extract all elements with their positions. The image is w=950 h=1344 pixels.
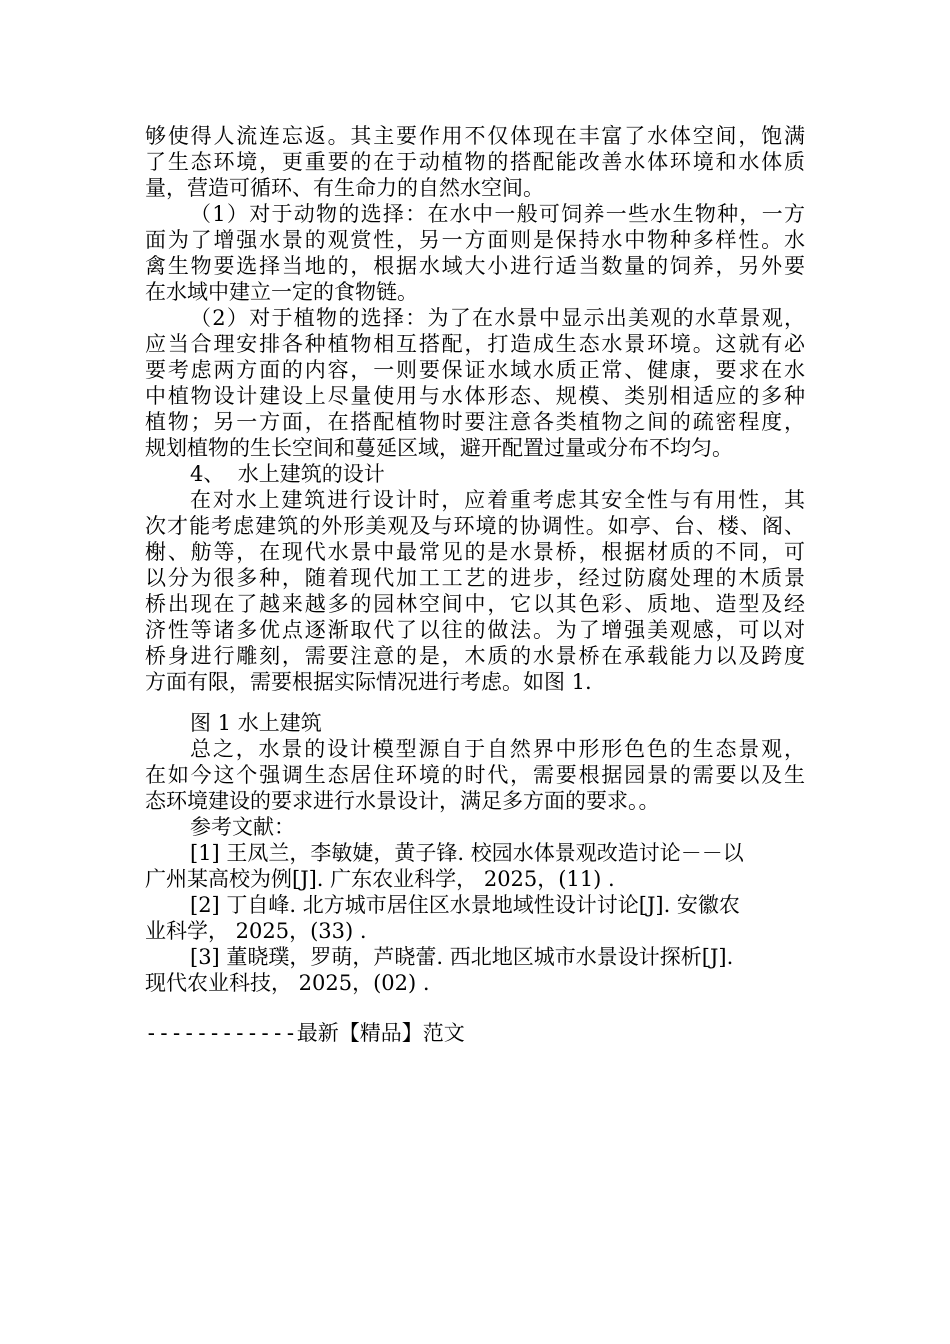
- paragraph-line: 济性等诸多优点逐渐取代了以往的做法。为了增强美观感，可以对: [145, 618, 805, 642]
- paragraph-line: 要考虑两方面的内容，一则要保证水域水质正常、健康，要求在水: [145, 358, 805, 382]
- paragraph-line: 次才能考虑建筑的外形美观及与环境的协调性。如亭、台、楼、阁、: [145, 514, 805, 538]
- paragraph-line: 了生态环境，更重要的在于动植物的搭配能改善水体环境和水体质: [145, 150, 805, 174]
- figure-caption: 图 1 水上建筑: [190, 711, 322, 735]
- footer-text: ------------最新【精品】范文: [145, 1021, 465, 1045]
- reference-line: [2] 丁自峰. 北方城市居住区水景地域性设计讨论[J]. 安徽农: [190, 893, 740, 917]
- paragraph-line: （2）对于植物的选择：为了在水景中显示出美观的水草景观，: [190, 306, 805, 330]
- paragraph-line: 中植物设计建设上尽量使用与水体形态、规模、类别相适应的多种: [145, 384, 805, 408]
- paragraph-line: 榭、舫等，在现代水景中最常见的是水景桥，根据材质的不同，可: [145, 540, 805, 564]
- reference-line: [1] 王凤兰，李敏婕，黄子锋. 校园水体景观改造讨论－－以: [190, 841, 744, 865]
- paragraph-line: 态环境建设的要求进行水景设计，满足多方面的要求。。: [145, 789, 660, 813]
- paragraph-line: 禽生物要选择当地的，根据水域大小进行适当数量的饲养，另外要: [145, 254, 805, 278]
- section-heading: 4、 水上建筑的设计: [190, 462, 385, 486]
- reference-line: 广州某高校为例[J]. 广东农业科学， 2025，(11) .: [145, 867, 615, 891]
- paragraph-line: 在水域中建立一定的食物链。: [145, 280, 418, 304]
- paragraph-line: 在对水上建筑进行设计时，应着重考虑其安全性与有用性，其: [190, 488, 805, 512]
- paragraph-line: 面为了增强水景的观赏性，另一方面则是保持水中物种多样性。水: [145, 228, 805, 252]
- paragraph-line: 量，营造可循环、有生命力的自然水空间。: [145, 176, 544, 200]
- paragraph-line: （1）对于动物的选择：在水中一般可饲养一些水生物种，一方: [190, 202, 805, 226]
- paragraph-line: 在如今这个强调生态居住环境的时代，需要根据园景的需要以及生: [145, 763, 805, 787]
- reference-line: 业科学， 2025，(33) .: [145, 919, 367, 943]
- paragraph-line: 总之，水景的设计模型源自于自然界中形形色色的生态景观，: [190, 737, 805, 761]
- paragraph-line: 应当合理安排各种植物相互搭配，打造成生态水景环境。这就有必: [145, 332, 805, 356]
- paragraph-line: 植物；另一方面，在搭配植物时要注意各类植物之间的疏密程度，: [145, 410, 805, 434]
- paragraph-line: 桥出现在了越来越多的园林空间中，它以其色彩、质地、造型及经: [145, 592, 805, 616]
- paragraph-line: 够使得人流连忘返。其主要作用不仅体现在丰富了水体空间，饱满: [145, 124, 805, 148]
- paragraph-line: 规划植物的生长空间和蔓延区域，避开配置过量或分布不均匀。: [145, 436, 733, 460]
- reference-line: 现代农业科技， 2025，(02) .: [145, 971, 430, 995]
- reference-line: [3] 董晓璞，罗萌，芦晓蕾. 西北地区城市水景设计探析[J].: [190, 945, 734, 969]
- references-heading: 参考文献：: [190, 815, 295, 839]
- paragraph-line: 方面有限，需要根据实际情况进行考虑。如图 1.: [145, 670, 592, 694]
- paragraph-line: 桥身进行雕刻，需要注意的是，木质的水景桥在承载能力以及跨度: [145, 644, 805, 668]
- paragraph-line: 以分为很多种，随着现代加工工艺的进步，经过防腐处理的木质景: [145, 566, 805, 590]
